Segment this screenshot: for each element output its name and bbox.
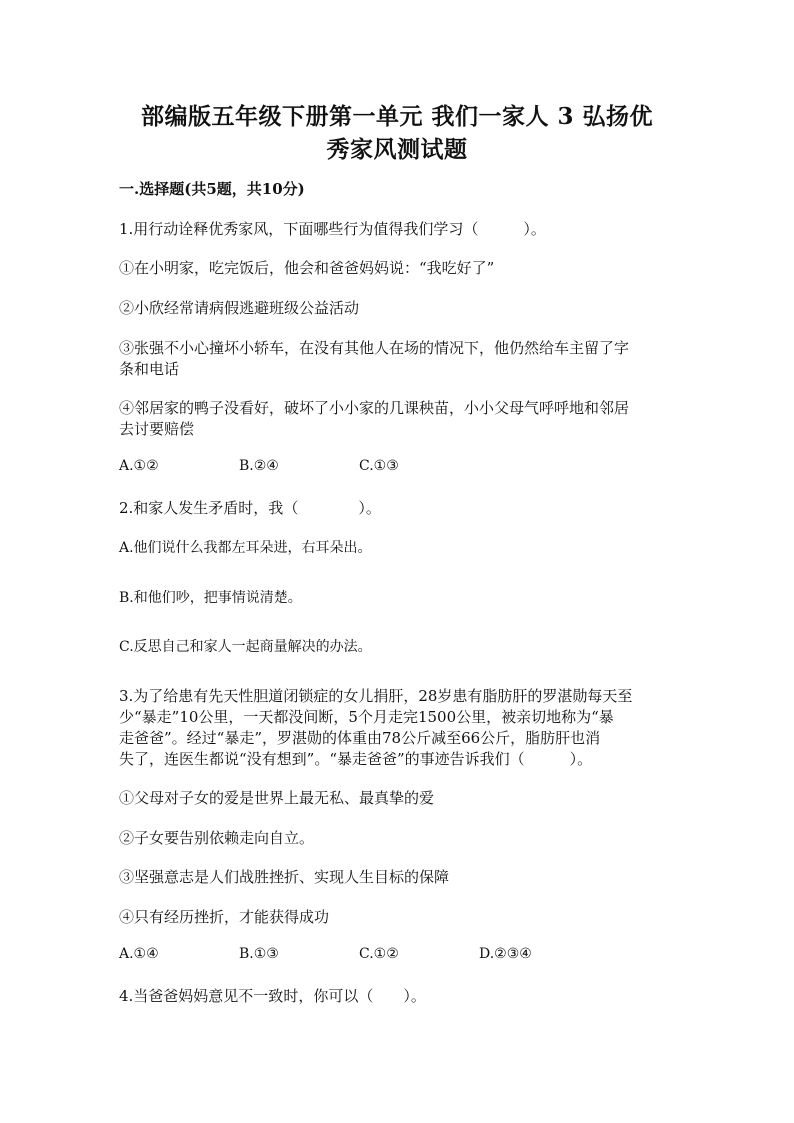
- question-3-stem-line-1: 3.为了给患有先天性胆道闭锁症的女儿捐肝，28岁患有脂肪肝的罗湛勋每天至: [119, 687, 633, 705]
- question-1-item-1: ①在小明家，吃完饭后，他会和爸爸妈妈说：“我吃好了”: [119, 259, 495, 277]
- question-3-option-d[interactable]: D.②③④: [479, 946, 532, 962]
- page-title-line-1: 部编版五年级下册第一单元 我们一家人 3 弘扬优: [140, 103, 654, 130]
- question-2-option-a[interactable]: A.他们说什么我都左耳朵进，右耳朵出。: [119, 540, 372, 556]
- question-1-item-3: ③张强不小心撞坏小轿车，在没有其他人在场的情况下，他仍然给车主留了字: [119, 339, 630, 357]
- question-1-item-3-cont: 条和电话: [119, 360, 180, 378]
- question-3-option-b[interactable]: B.①③: [239, 946, 279, 962]
- question-1-item-2: ②小欣经常请病假逃避班级公益活动: [119, 299, 360, 317]
- question-4-stem: 4.当爸爸妈妈意见不一致时，你可以（ ）。: [119, 987, 426, 1005]
- question-3-option-c[interactable]: C.①②: [359, 946, 399, 962]
- question-3-option-a[interactable]: A.①④: [119, 946, 159, 962]
- question-1-option-c[interactable]: C.①③: [359, 458, 399, 474]
- question-1-stem: 1.用行动诠释优秀家风，下面哪些行为值得我们学习（ ）。: [119, 220, 546, 238]
- question-3-stem-line-3: 走爸爸”。经过“暴走”，罗湛勋的体重由78公斤减至66公斤，脂肪肝也消: [119, 729, 601, 747]
- question-2-option-b[interactable]: B.和他们吵，把事情说清楚。: [119, 590, 302, 606]
- section-heading: 一.选择题(共5题，共10分): [119, 180, 305, 198]
- question-2-stem: 2.和家人发生矛盾时，我（ ）。: [119, 499, 381, 517]
- question-3-item-1: ①父母对子女的爱是世界上最无私、最真挚的爱: [119, 789, 435, 807]
- question-1-option-a[interactable]: A.①②: [119, 458, 159, 474]
- question-3-stem-line-2: 少“暴走”10公里，一天都没间断，5个月走完1500公里，被亲切地称为“暴: [119, 708, 614, 726]
- page-title-line-2: 秀家风测试题: [326, 136, 468, 163]
- question-1-option-b[interactable]: B.②④: [239, 458, 279, 474]
- question-3-item-3: ③坚强意志是人们战胜挫折、实现人生目标的保障: [119, 868, 450, 886]
- question-3-item-2: ②子女要告别依赖走向自立。: [119, 829, 315, 847]
- question-3-stem-line-4: 失了，连医生都说“没有想到”。“暴走爸爸”的事迹告诉我们（ ）。: [119, 750, 593, 768]
- question-3-item-4: ④只有经历挫折，才能获得成功: [119, 908, 330, 926]
- question-2-option-c[interactable]: C.反思自己和家人一起商量解决的办法。: [119, 639, 372, 655]
- question-1-item-4-cont: 去讨要赔偿: [119, 420, 195, 438]
- question-1-item-4: ④邻居家的鸭子没看好，破坏了小小家的几课秧苗，小小父母气呼呼地和邻居: [119, 399, 630, 417]
